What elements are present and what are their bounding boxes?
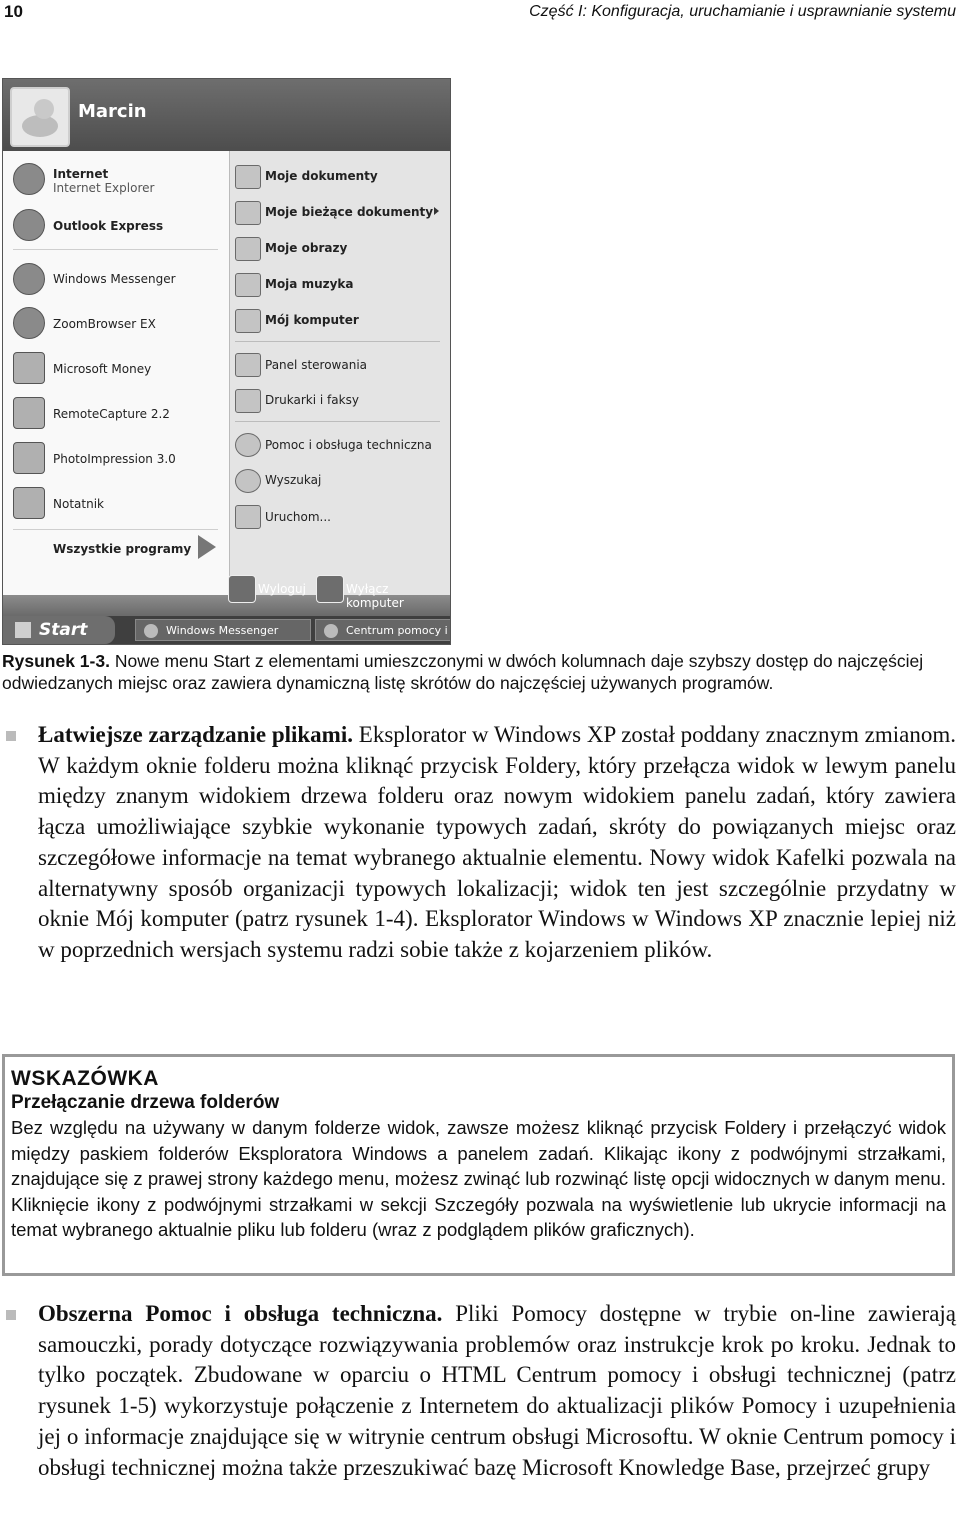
my-music-icon xyxy=(235,273,261,297)
menu-item-my-computer[interactable]: Mój komputer xyxy=(265,313,359,327)
menu-item-help[interactable]: Pomoc i obsługa techniczna xyxy=(265,438,432,452)
page-number: 10 xyxy=(4,2,23,21)
notepad-icon xyxy=(13,487,45,519)
taskbar-button-help-center[interactable]: Centrum pomocy i xyxy=(315,619,451,641)
user-avatar-duck-icon xyxy=(10,87,70,147)
menu-item-zoombrowser[interactable]: ZoomBrowser EX xyxy=(53,317,156,331)
run-icon xyxy=(235,505,261,529)
microsoft-money-icon xyxy=(13,352,45,384)
start-button[interactable]: Start xyxy=(3,616,115,644)
user-name: Marcin xyxy=(78,101,147,122)
menu-item-my-documents[interactable]: Moje dokumenty xyxy=(265,169,378,183)
menu-item-photoimpression[interactable]: PhotoImpression 3.0 xyxy=(53,452,176,466)
logoff-icon xyxy=(228,575,256,603)
recent-documents-icon xyxy=(235,201,261,225)
internet-explorer-icon xyxy=(13,163,45,195)
outlook-express-icon xyxy=(13,209,45,241)
start-menu-header xyxy=(3,79,450,151)
menu-item-remote-capture[interactable]: RemoteCapture 2.2 xyxy=(53,407,170,421)
menu-item-printers[interactable]: Drukarki i faksy xyxy=(265,393,359,407)
bullet-square xyxy=(6,731,16,741)
paragraph-file-management xyxy=(38,720,956,966)
photoimpression-icon xyxy=(13,442,45,474)
menu-separator xyxy=(13,249,218,250)
help-icon xyxy=(235,433,261,457)
shutdown-icon xyxy=(316,575,344,603)
menu-item-recent-documents[interactable]: Moje bieżące dokumenty xyxy=(265,205,434,219)
remote-capture-icon xyxy=(13,397,45,429)
paragraph-help-support xyxy=(38,1299,956,1483)
start-menu-screenshot xyxy=(2,78,451,645)
my-computer-icon xyxy=(235,309,261,333)
menu-separator xyxy=(235,421,440,422)
figure-label: Rysunek 1-3. xyxy=(2,651,110,671)
all-programs-arrow-icon xyxy=(198,535,216,559)
menu-item-internet[interactable]: Internet Internet Explorer xyxy=(53,167,155,195)
all-programs-button[interactable]: Wszystkie programy xyxy=(53,542,192,556)
menu-item-notepad[interactable]: Notatnik xyxy=(53,497,104,511)
shutdown-button[interactable]: Wyłącz komputer xyxy=(346,582,404,610)
search-icon xyxy=(235,469,261,493)
tip-text: Bez względu na używany w danym folderze widok, zawsze możesz kliknąć przycisk Foldery i przełączyć widok między paskiem folderów Eksploratora Windows a panelem zadań. Klikając ikony z podwójnymi strzałkami, znajdujące się z prawej strony każdego menu, możesz zwinąć lub rozwinąć listę opcji widocznych w danym menu. Kliknięcie ikony z podwójnymi strzałkami w sekcji Szczegóły pozwala na wyświetlenie lub ukrycie informacji na temat wybranego aktualnie pliku lub folderu (wraz z podglądem plików graficznych). xyxy=(11,1117,946,1240)
menu-separator xyxy=(13,529,218,530)
figure-caption xyxy=(2,650,958,694)
figure-caption-text: Nowe menu Start z elementami umieszczonymi w dwóch kolumnach daje szybszy dostęp do najczęściej odwiedzanych miejsc oraz zawiera dynamiczną listę skrótów do najczęściej używanych programów. xyxy=(2,651,924,693)
tip-box xyxy=(2,1054,955,1276)
zoombrowser-icon xyxy=(13,307,45,339)
control-panel-icon xyxy=(235,353,261,377)
menu-item-windows-messenger[interactable]: Windows Messenger xyxy=(53,272,176,286)
messenger-taskbar-icon xyxy=(144,624,158,638)
logoff-button[interactable]: Wyloguj xyxy=(258,582,306,596)
menu-item-microsoft-money[interactable]: Microsoft Money xyxy=(53,362,152,376)
menu-separator xyxy=(235,341,440,342)
my-pictures-icon xyxy=(235,237,261,261)
paragraph-lead: Obszerna Pomoc i obsługa techniczna. xyxy=(38,1301,443,1326)
paragraph-text: Pliki Pomocy dostępne w trybie on-line zawierają samouczki, porady dotyczące rozwiązywania problemów oraz instrukcje krok po kroku. Jednak to tylko początek. Zbudowane w oparciu o HTML Centrum pomocy i obsługi technicznej (patrz rysunek 1-5) wykorzystuje połączenie z Internetem do aktualizacji plików Pomocy i uzupełnienia jej o informacje znajdujące się w witrynie centrum obsługi Microsoftu. W oknie Centrum pomocy i obsługi technicznej można także przeszukiwać bazę Microsoft Knowledge Base, przejrzeć grupy xyxy=(38,1301,956,1480)
bullet-square xyxy=(6,1310,16,1320)
menu-item-control-panel[interactable]: Panel sterowania xyxy=(265,358,367,372)
printers-icon xyxy=(235,389,261,413)
submenu-arrow-icon xyxy=(434,207,439,215)
my-documents-icon xyxy=(235,165,261,189)
chapter-title: Część I: Konfiguracja, uruchamianie i usprawnianie systemu xyxy=(529,3,956,20)
menu-item-search[interactable]: Wyszukaj xyxy=(265,473,322,487)
windows-messenger-icon xyxy=(13,263,45,295)
windows-flag-icon xyxy=(15,622,31,638)
paragraph-text: Eksplorator w Windows XP został poddany znacznym zmianom. W każdym oknie folderu można kliknąć przycisk Foldery, który przełącza widok w lewym panelu między znanym widokiem drzewa folderu oraz nowym widokiem panelu zadań, który zawiera łącza umożliwiające szybkie wykonanie typowych zadań, skróty do powiązanych miejsc oraz szczegółowe informacje na temat wybranego aktualnie elementu. Nowy widok Kafelki pozwala na alternatywny sposób organizacji typowych lokalizacji; widok ten jest szczególnie przydatny w oknie Mój komputer (patrz rysunek 1-4). Eksplorator Windows w Windows XP znacznie lepiej niż w poprzednich wersjach systemu radzi sobie także z kojarzeniem plików. xyxy=(38,722,957,962)
help-taskbar-icon xyxy=(324,624,338,638)
menu-item-my-pictures[interactable]: Moje obrazy xyxy=(265,241,348,255)
paragraph-lead: Łatwiejsze zarządzanie plikami. xyxy=(38,722,353,747)
tip-subtitle: Przełączanie drzewa folderów xyxy=(11,1092,280,1113)
taskbar-button-messenger[interactable]: Windows Messenger xyxy=(135,619,311,641)
menu-item-my-music[interactable]: Moja muzyka xyxy=(265,277,354,291)
menu-item-outlook-express[interactable]: Outlook Express xyxy=(53,219,164,233)
menu-item-run[interactable]: Uruchom... xyxy=(265,510,331,524)
tip-title: WSKAZÓWKA xyxy=(11,1067,159,1090)
